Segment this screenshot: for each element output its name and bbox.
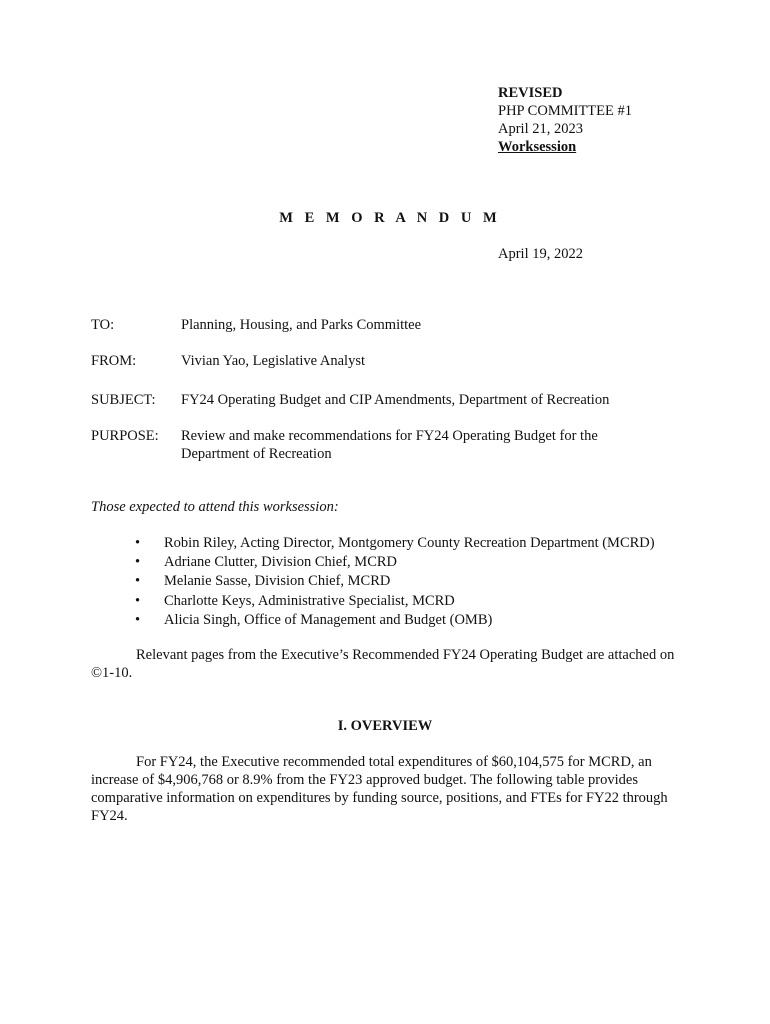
bullet-icon: •: [135, 535, 141, 551]
purpose-line-2: Department of Recreation: [181, 446, 332, 462]
document-header: [498, 84, 758, 156]
purpose-value: [181, 427, 661, 463]
attendee-name: Charlotte Keys, Administrative Specialist, MCRD: [164, 592, 455, 609]
from-label: FROM:: [91, 353, 137, 369]
list-item: [135, 553, 655, 572]
bullet-icon: •: [135, 592, 141, 609]
session-label: Worksession: [498, 139, 577, 155]
subject-value: FY24 Operating Budget and CIP Amendments, Department of Recreation: [181, 392, 610, 408]
list-item: [135, 572, 655, 591]
list-item: [135, 592, 655, 611]
relevant-pages-paragraph: Relevant pages from the Executive’s Recommended FY24 Operating Budget are attached on ©1-10.: [91, 647, 675, 681]
committee-label: PHP COMMITTEE #1: [498, 103, 632, 119]
attendee-name: Robin Riley, Acting Director, Montgomery County Recreation Department (MCRD): [164, 535, 655, 551]
attendee-name: Melanie Sasse, Division Chief, MCRD: [164, 573, 391, 590]
section-heading-overview: I. OVERVIEW: [337, 718, 433, 734]
memo-date: April 19, 2022: [498, 246, 583, 262]
from-value: Vivian Yao, Legislative Analyst: [181, 353, 365, 369]
bullet-icon: •: [135, 611, 141, 628]
to-value: Planning, Housing, and Parks Committee: [181, 317, 422, 333]
purpose-line-1: Review and make recommendations for FY24 Operating Budget for the: [181, 428, 598, 444]
attendance-intro: Those expected to attend this worksession:: [91, 499, 339, 515]
bullet-icon: •: [135, 554, 141, 571]
overview-paragraph: For FY24, the Executive recommended total expenditures of $60,104,575 for MCRD, an increase of $4,906,768 or 8.9% from the FY23 approved budget. The following table provides comparative information on expenditures by funding source, positions, and FTEs for FY22 through FY24.: [91, 754, 668, 824]
revised-label: REVISED: [498, 85, 563, 101]
attendee-name: Adriane Clutter, Division Chief, MCRD: [164, 554, 398, 571]
attendee-name: Alicia Singh, Office of Management and Budget (OMB): [164, 611, 493, 628]
to-label: TO:: [91, 317, 115, 333]
list-item: [135, 534, 655, 553]
purpose-label: PURPOSE:: [91, 428, 159, 444]
committee-date: April 21, 2023: [498, 121, 583, 137]
attendee-list: [135, 534, 655, 630]
memo-title: M E M O R A N D U M: [279, 210, 501, 226]
subject-label: SUBJECT:: [91, 392, 156, 408]
bullet-icon: •: [135, 573, 141, 590]
list-item: [135, 611, 655, 630]
